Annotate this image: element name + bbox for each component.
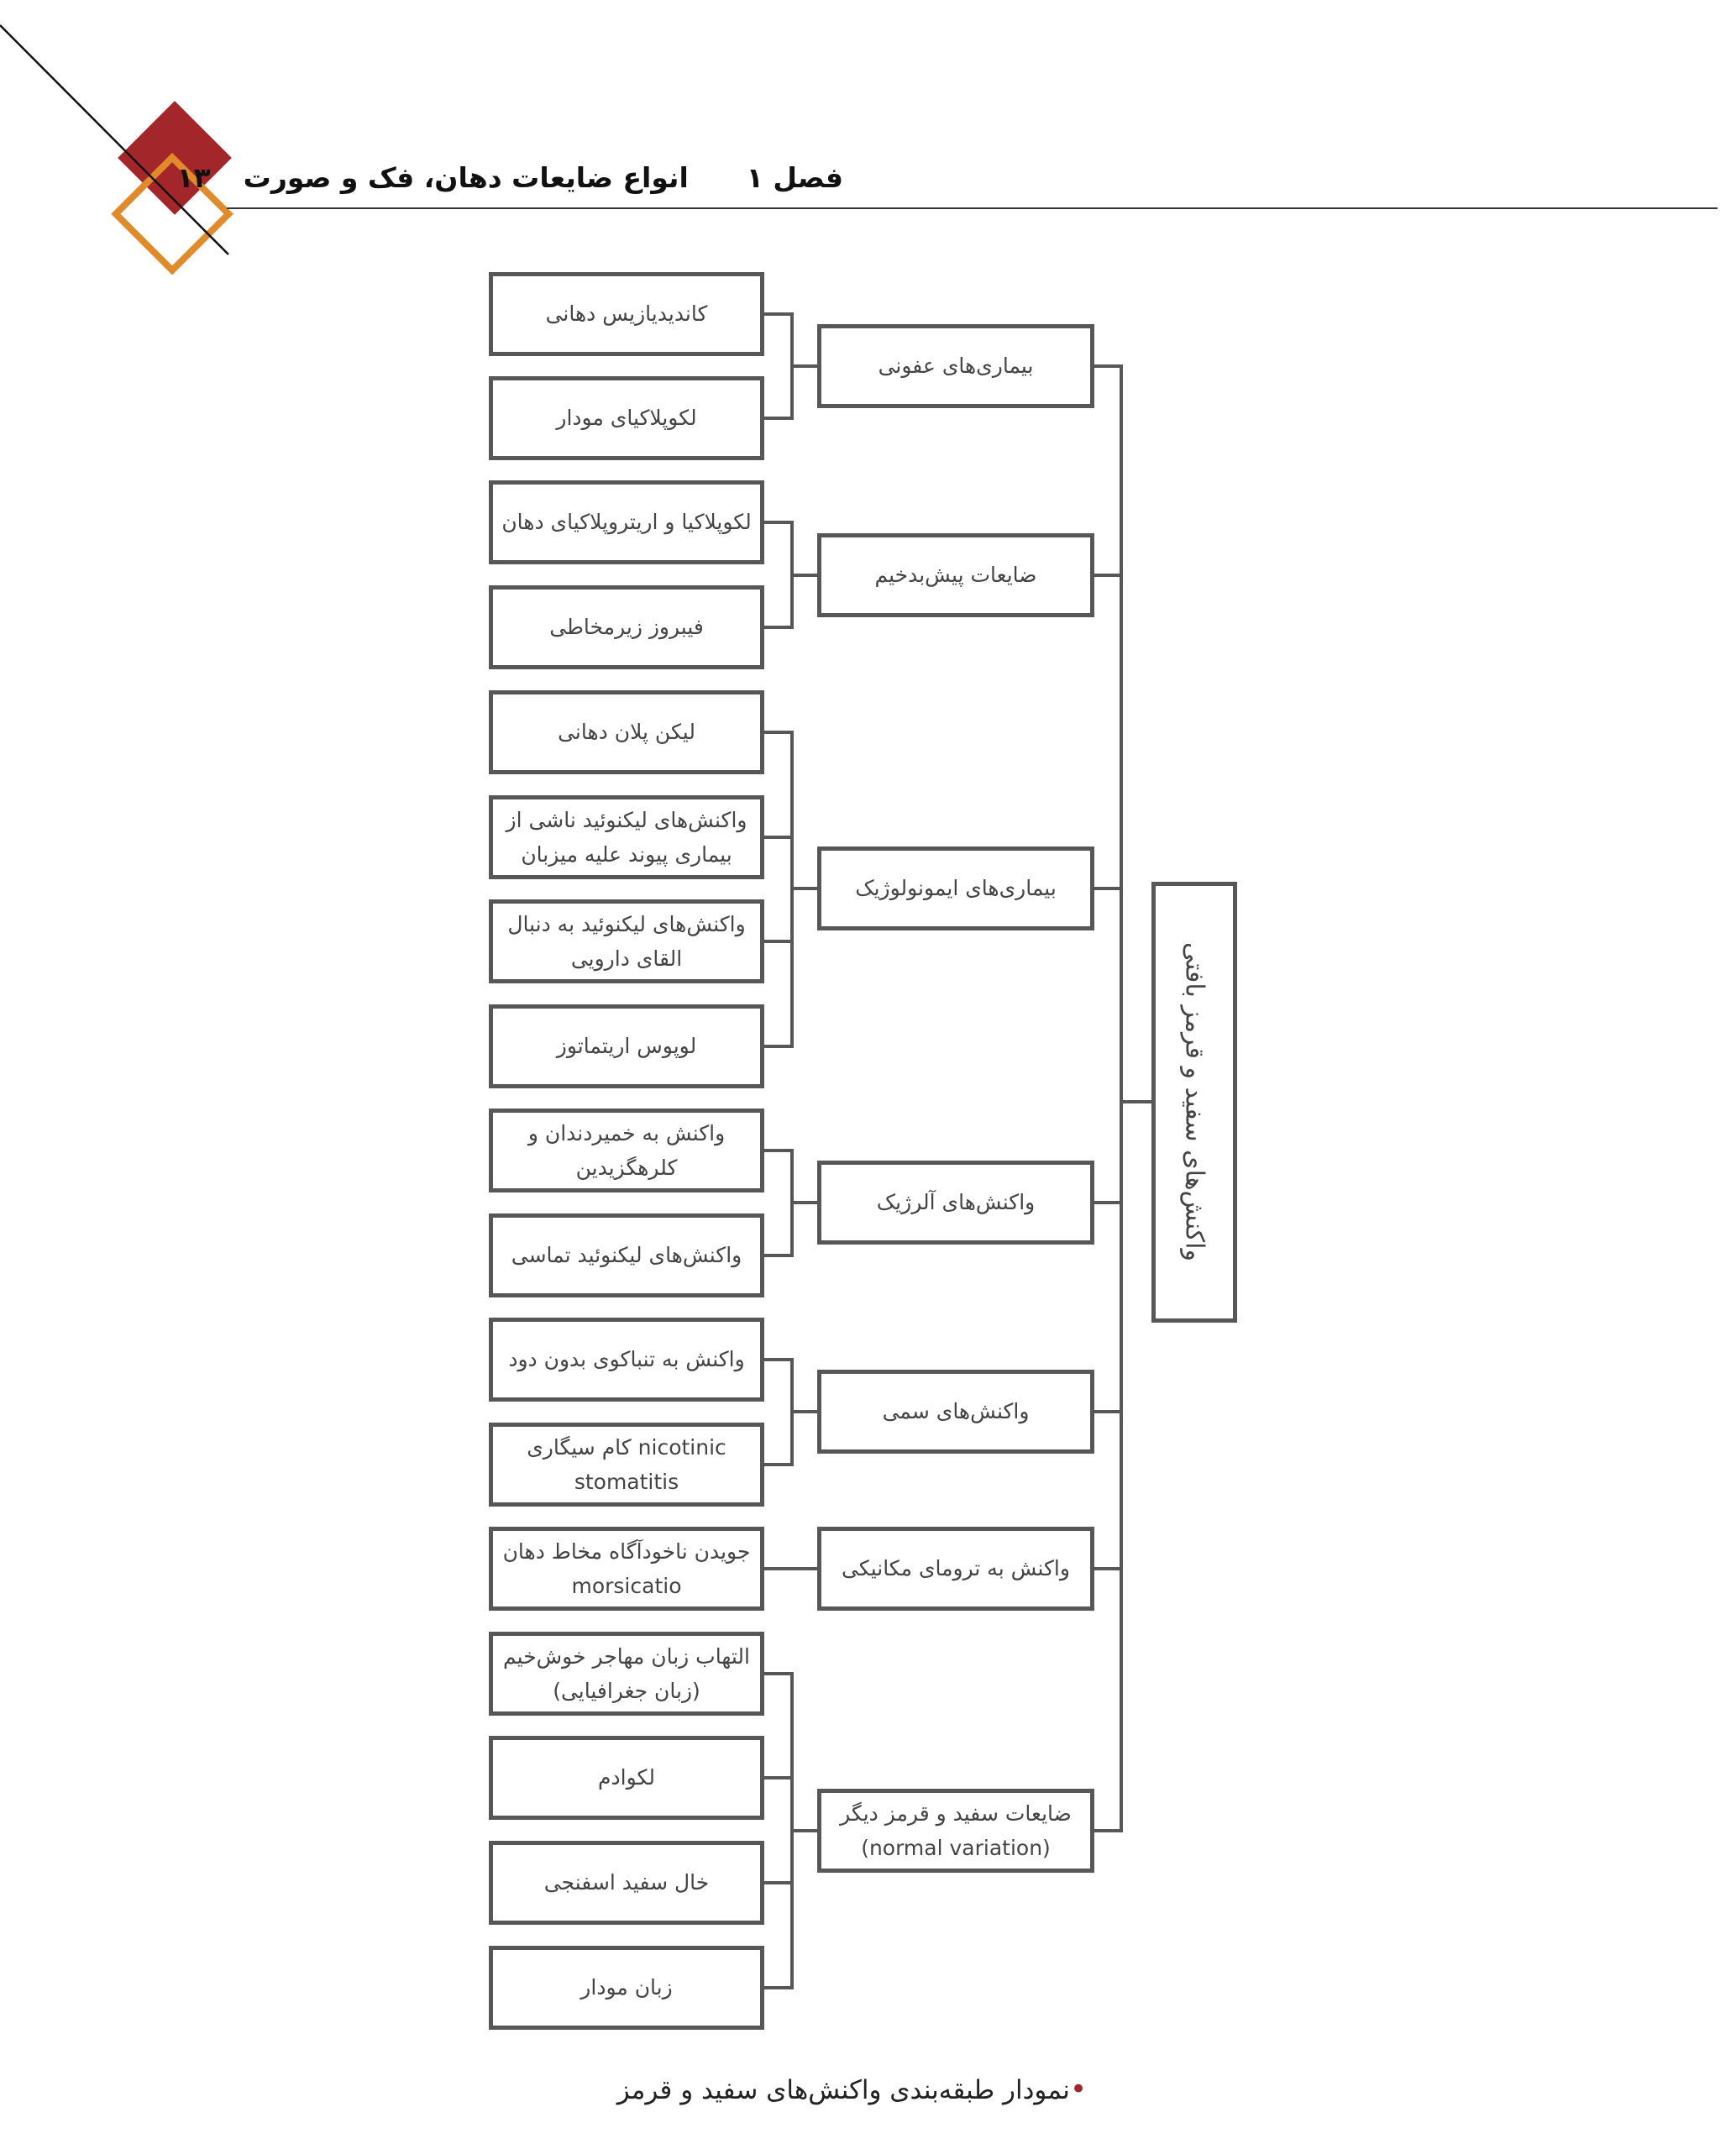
leaf-label: واکنش‌های لیکنوئید ناشی از بیماری پیوند علیه میزبان [506,808,747,867]
leaf-node [489,1632,764,1716]
leaf-label: واکنش به خمیردندان و کلرهگزیدین [527,1121,726,1180]
chapter-title: انواع ضایعات دهان، فک و صورت [243,161,689,194]
group-label: واکنش به ترومای مکانیکی [842,1556,1070,1580]
root-label: واکنش‌های سفید و قرمز بافتی [1179,942,1209,1261]
leaf-label: لکوپلاکیای مودار [556,406,697,430]
leaf-node [489,1736,764,1820]
caption-text: نمودار طبقه‌بندی واکنش‌های سفید و قرمز [616,2075,1070,2105]
group-label: بیماری‌های عفونی [878,354,1034,378]
leaf-label: nicotinic کام سیگاری stomatitis [527,1435,726,1494]
group-node-toxic [817,1370,1094,1454]
leaf-node [489,899,764,983]
leaf-label: لوپوس اریتماتوز [556,1034,697,1058]
leaf-label: التهاب زبان مهاجر خوش‌خیم (زبان جغرافیایی) [503,1644,750,1703]
leaf-label: واکنش‌های لیکنوئید تماسی [511,1243,742,1267]
leaf-node [489,376,764,460]
leaf-node [489,272,764,356]
leaf-label: لکوادم [598,1765,655,1790]
leaf-label: کاندیدیازیس دهانی [545,301,708,326]
group-label: واکنش‌های سمی [882,1399,1030,1423]
group-node-infectious [817,324,1094,408]
chapter-label: فصل ۱ [746,161,843,194]
leaf-label: فیبروز زیرمخاطی [549,615,704,639]
group-label: واکنش‌های آلرژیک [876,1190,1036,1214]
group-node-premalignant [817,533,1094,617]
caption-bullet: • [1069,2073,1087,2106]
group-label: ضایعات پیش‌بدخیم [874,563,1037,587]
group-node-allergic [817,1161,1094,1245]
group-label: ضایعات سفید و قرمز دیگر (normal variation) [840,1801,1072,1860]
leaf-node [489,1527,764,1611]
leaf-node [489,1213,764,1297]
leaf-label: خال سفید اسفنجی [543,1870,710,1895]
leaf-node [489,1109,764,1192]
leaf-node [489,1946,764,2030]
leaf-node [489,1004,764,1088]
leaf-label: جویدن ناخودآگاه مخاط دهان morsicatio [502,1539,751,1598]
leaf-label: واکنش‌های لیکنوئید به دنبال القای دارویی [507,912,746,971]
group-label: بیماری‌های ایمونولوژیک [855,876,1057,900]
leaf-node [489,1423,764,1507]
page-number: ۱۳ [176,161,211,194]
leaf-node [489,480,764,564]
leaf-node [489,1841,764,1925]
leaf-label: لیکن پلان دهانی [558,720,695,744]
group-node-other [817,1789,1094,1873]
figure-caption [616,2073,1087,2106]
leaf-label: واکنش به تنباکوی بدون دود [508,1347,745,1371]
leaf-node [489,690,764,774]
leaf-node [489,585,764,669]
group-node-trauma [817,1527,1094,1611]
leaf-node [489,795,764,879]
group-node-immunologic [817,846,1094,930]
leaf-label: زبان مودار [580,1975,673,2000]
leaf-node [489,1318,764,1402]
leaf-label: لکوپلاکیا و اریتروپلاکیای دهان [501,510,752,534]
